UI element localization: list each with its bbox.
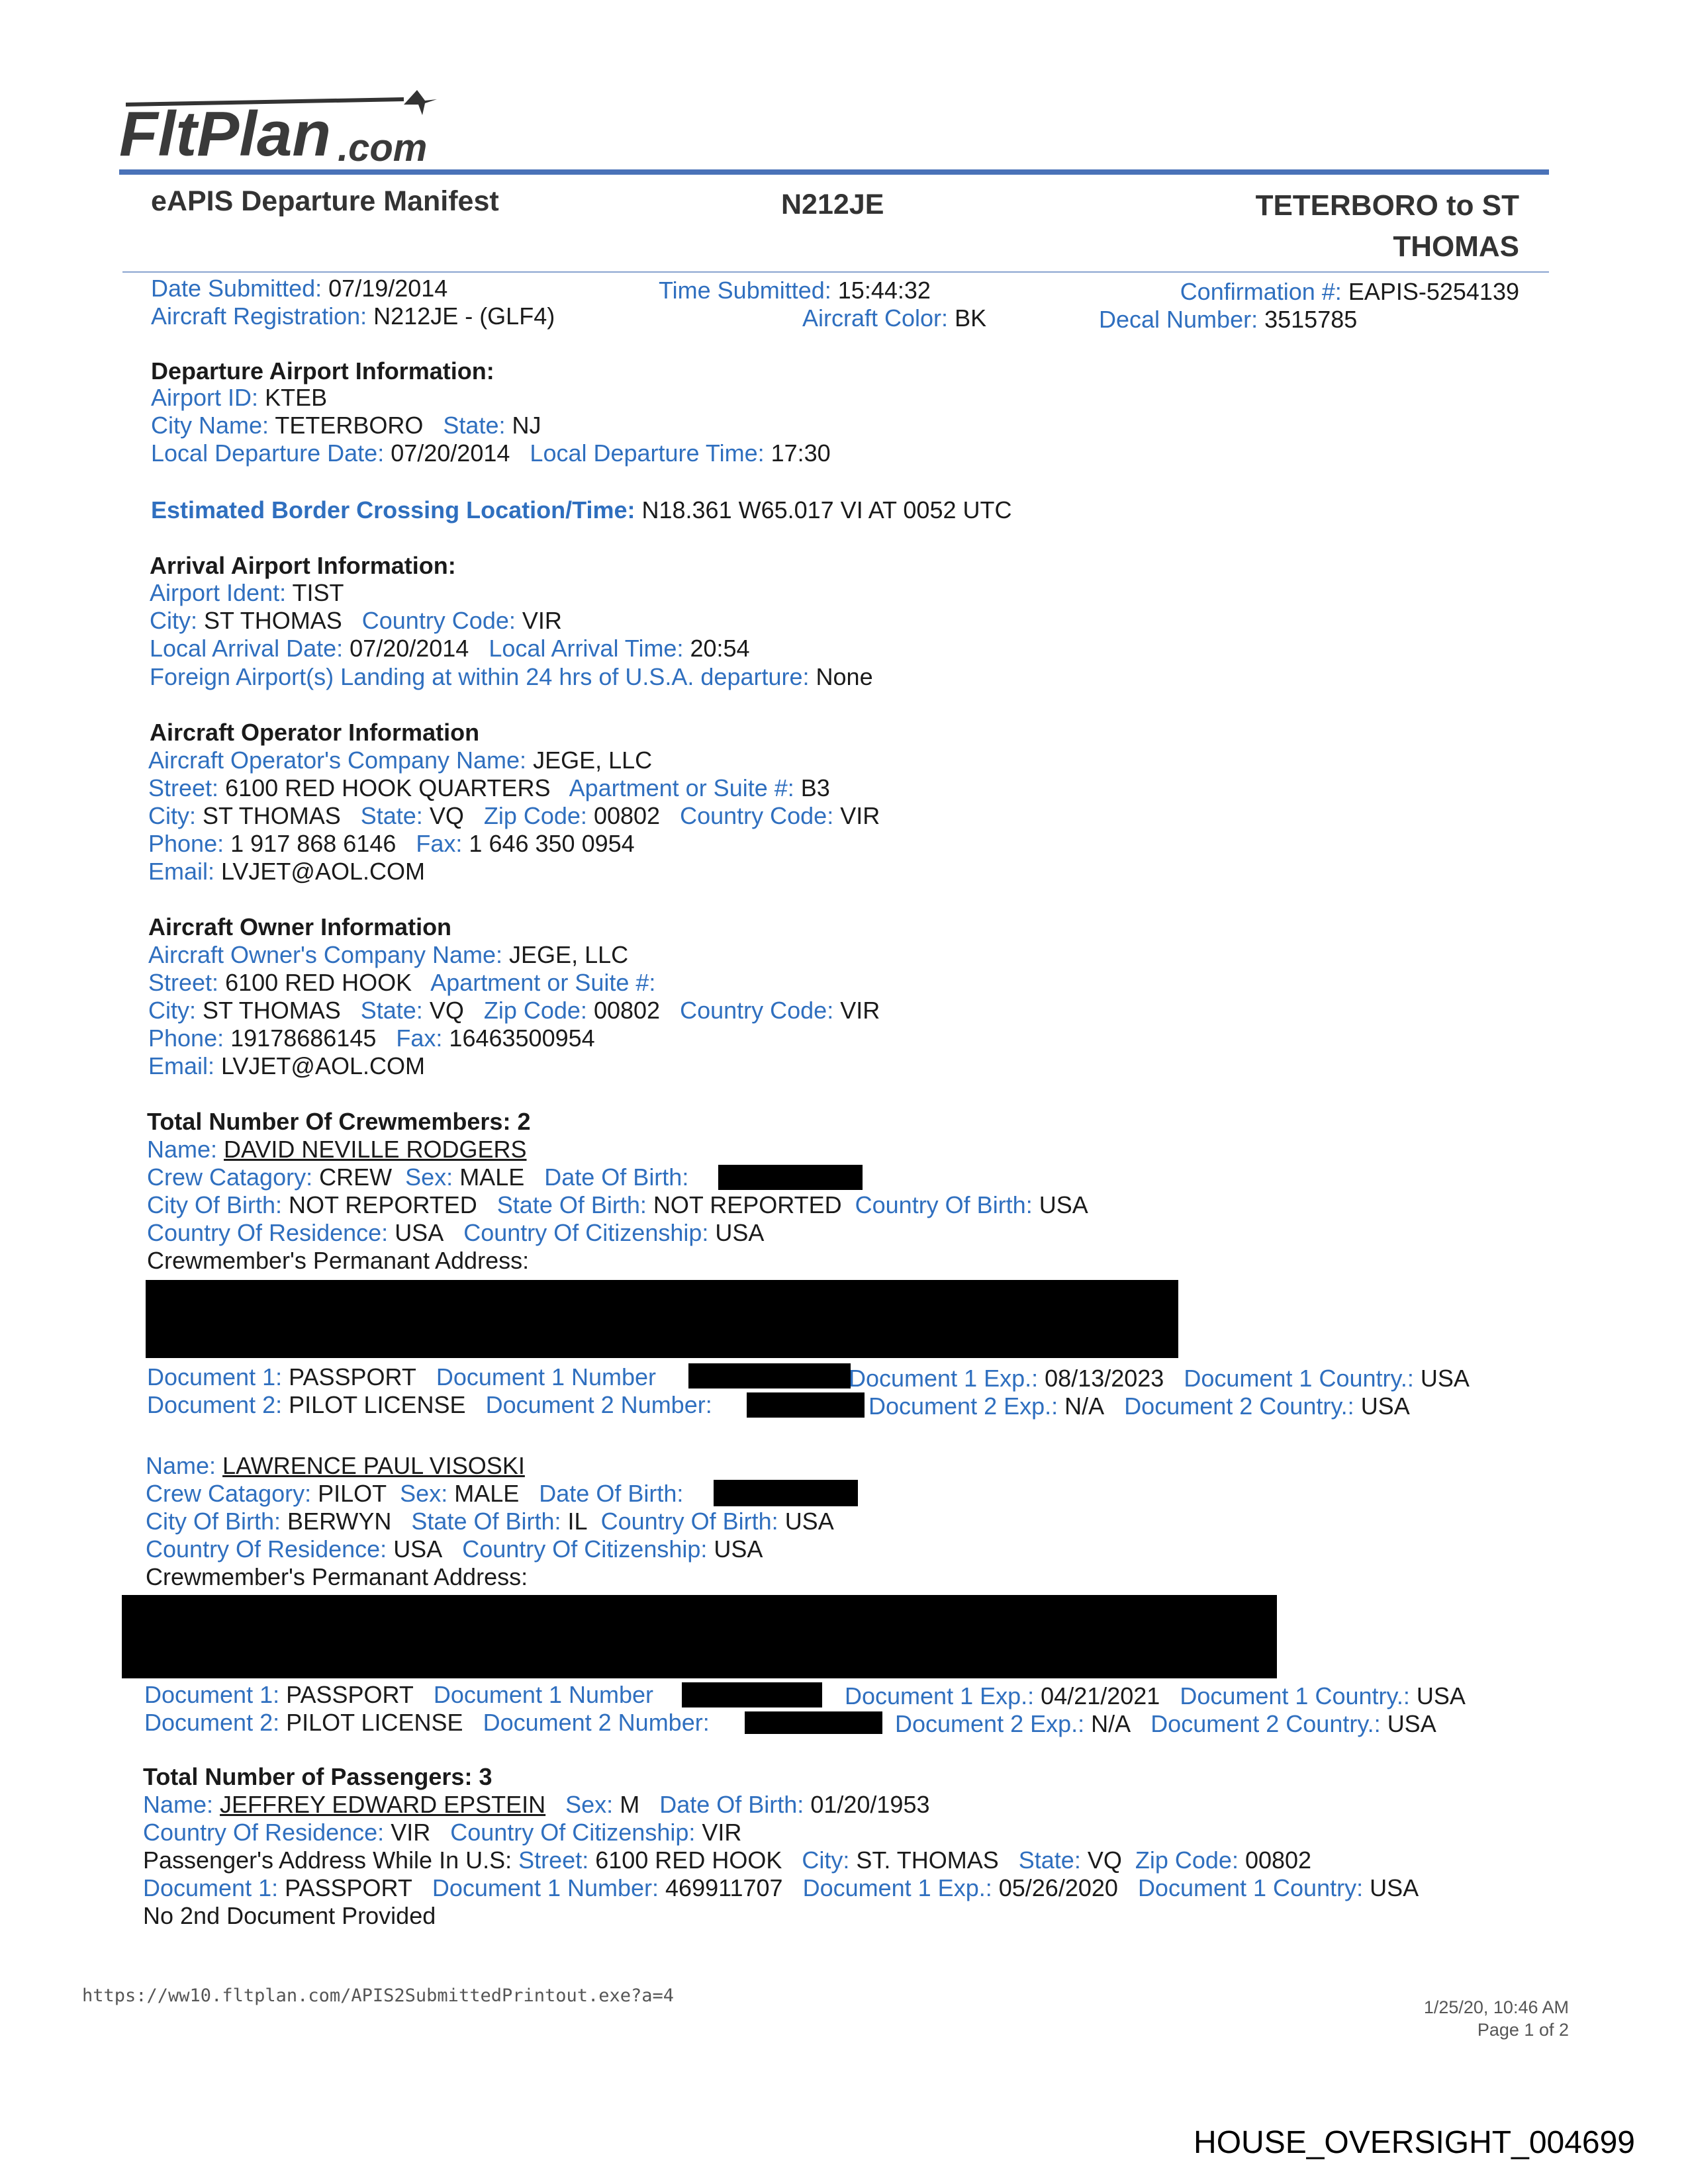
- crew-2-doc2-number-redaction: [745, 1711, 882, 1734]
- arrival-heading: Arrival Airport Information:: [150, 552, 456, 579]
- operator-city-line: City: ST THOMAS State: VQ Zip Code: 00802 Country Code: VIR: [148, 802, 880, 829]
- aircraft-color: Aircraft Color: BK: [802, 304, 987, 332]
- logo-suffix: .com: [338, 126, 428, 169]
- operator-email: Email: LVJET@AOL.COM: [148, 858, 425, 885]
- arrival-city-country: City: ST THOMAS Country Code: VIR: [150, 607, 562, 634]
- owner-company: Aircraft Owner's Company Name: JEGE, LLC: [148, 941, 629, 968]
- decal-number: Decal Number: 3515785: [1099, 306, 1358, 333]
- crew-1-address-label: Crewmember's Permanant Address:: [147, 1247, 530, 1274]
- crew-2-address-redaction: [122, 1595, 1277, 1678]
- crew-2-name: Name: LAWRENCE PAUL VISOSKI: [146, 1452, 525, 1479]
- crew-1-name: Name: DAVID NEVILLE RODGERS: [147, 1136, 527, 1163]
- footer-datetime: 1/25/20, 10:46 AM: [1423, 1997, 1569, 2017]
- arrival-airport-ident: Airport Ident: TIST: [150, 579, 344, 606]
- passenger-1-no-doc2: No 2nd Document Provided: [143, 1902, 436, 1929]
- crew-2-residence-line: Country Of Residence: USA Country Of Citizenship: USA: [146, 1535, 763, 1563]
- border-crossing: Estimated Border Crossing Location/Time: N18.361 W65.017 VI AT 0052 UTC: [151, 496, 1012, 523]
- route-line-2: THOMAS: [1393, 230, 1519, 263]
- crew-2-doc1-number-redaction: [682, 1682, 822, 1707]
- crew-2-doc1-line: Document 1: PASSPORT Document 1 Number: [144, 1681, 654, 1708]
- operator-company: Aircraft Operator's Company Name: JEGE, LLC: [148, 747, 653, 774]
- departure-heading: Departure Airport Information:: [151, 357, 494, 385]
- route-line-1: TETERBORO to ST: [1255, 189, 1519, 222]
- arrival-date-time: Local Arrival Date: 07/20/2014 Local Arrival Time: 20:54: [150, 635, 750, 662]
- crew-2-birth-line: City Of Birth: BERWYN State Of Birth: IL Country Of Birth: USA: [146, 1508, 834, 1535]
- date-submitted: Date Submitted: 07/19/2014: [151, 275, 448, 302]
- fltplan-logo: [119, 86, 450, 172]
- crew-1-doc2-line: Document 2: PILOT LICENSE Document 2 Number:: [147, 1391, 712, 1418]
- crew-2-address-label: Crewmember's Permanant Address:: [146, 1563, 528, 1590]
- crew-2-doc2-line: Document 2: PILOT LICENSE Document 2 Number:: [144, 1709, 710, 1736]
- crew-1-category-line: Crew Catagory: CREW Sex: MALE Date Of Birth:: [147, 1163, 689, 1191]
- owner-heading: Aircraft Owner Information: [148, 913, 452, 940]
- crew-2-dob-redaction: [714, 1480, 858, 1506]
- crew-2-doc1-exp-line: Document 1 Exp.: 04/21/2021 Document 1 Country.: USA: [845, 1682, 1466, 1709]
- foreign-airports: Foreign Airport(s) Landing at within 24 hrs of U.S.A. departure: None: [150, 663, 873, 690]
- owner-phone-fax: Phone: 19178686145 Fax: 16463500954: [148, 1024, 595, 1052]
- owner-city-line: City: ST THOMAS State: VQ Zip Code: 00802 Country Code: VIR: [148, 997, 880, 1024]
- footer-url[interactable]: https://ww10.fltplan.com/APIS2SubmittedPrintout.exe?a=4: [82, 1985, 675, 2006]
- passenger-1-address-line: Passenger's Address While In U.S: Street: 6100 RED HOOK City: ST. THOMAS State: VQ Zip Code: 00802: [143, 1846, 1312, 1874]
- crew-1-doc1-exp-line: Document 1 Exp.: 08/13/2023 Document 1 Country.: USA: [849, 1365, 1470, 1392]
- bates-number: HOUSE_OVERSIGHT_004699: [1194, 2125, 1635, 2160]
- owner-street: Street: 6100 RED HOOK Apartment or Suite #:: [148, 969, 656, 996]
- time-submitted: Time Submitted: 15:44:32: [659, 277, 931, 304]
- departure-airport-id: Airport ID: KTEB: [151, 384, 328, 411]
- operator-phone-fax: Phone: 1 917 868 6146 Fax: 1 646 350 0954: [148, 830, 635, 857]
- passengers-heading: Total Number of Passengers: 3: [143, 1763, 492, 1790]
- footer-page-number: Page 1 of 2: [1477, 2020, 1569, 2040]
- crew-1-doc2-number-redaction: [747, 1392, 865, 1418]
- passenger-1-residence-line: Country Of Residence: VIR Country Of Citizenship: VIR: [143, 1819, 742, 1846]
- header-divider: [122, 271, 1549, 273]
- page-title: eAPIS Departure Manifest: [151, 185, 499, 217]
- departure-city-state: City Name: TETERBORO State: NJ: [151, 412, 541, 439]
- crew-1-dob-redaction: [718, 1165, 863, 1190]
- crew-1-birth-line: City Of Birth: NOT REPORTED State Of Birth: NOT REPORTED Country Of Birth: USA: [147, 1191, 1088, 1218]
- confirmation-number: Confirmation #: EAPIS-5254139: [1180, 278, 1519, 305]
- crew-1-doc1-line: Document 1: PASSPORT Document 1 Number: [147, 1363, 657, 1390]
- departure-date-time: Local Departure Date: 07/20/2014 Local Departure Time: 17:30: [151, 439, 831, 467]
- aircraft-registration: Aircraft Registration: N212JE - (GLF4): [151, 302, 555, 330]
- crew-2-category-line: Crew Catagory: PILOT Sex: MALE Date Of Birth:: [146, 1480, 684, 1507]
- passenger-1-name-line: Name: JEFFREY EDWARD EPSTEIN Sex: M Date Of Birth: 01/20/1953: [143, 1791, 930, 1818]
- crew-1-doc1-number-redaction: [688, 1363, 851, 1388]
- logo-main: FltPlan: [119, 99, 332, 169]
- tail-number: N212JE: [781, 189, 884, 220]
- crew-1-doc2-exp-line: Document 2 Exp.: N/A Document 2 Country.: USA: [868, 1392, 1410, 1420]
- header-rule: [119, 169, 1549, 175]
- crew-1-address-redaction: [146, 1280, 1178, 1358]
- passenger-1-doc1-line: Document 1: PASSPORT Document 1 Number: 469911707 Document 1 Exp.: 05/26/2020 Document 1 Country: USA: [143, 1874, 1419, 1901]
- crew-1-residence-line: Country Of Residence: USA Country Of Citizenship: USA: [147, 1219, 765, 1246]
- operator-heading: Aircraft Operator Information: [150, 719, 480, 746]
- operator-street: Street: 6100 RED HOOK QUARTERS Apartment or Suite #: B3: [148, 774, 830, 801]
- crew-2-doc2-exp-line: Document 2 Exp.: N/A Document 2 Country.: USA: [895, 1710, 1436, 1737]
- crew-heading: Total Number Of Crewmembers: 2: [147, 1108, 531, 1135]
- owner-email: Email: LVJET@AOL.COM: [148, 1052, 425, 1079]
